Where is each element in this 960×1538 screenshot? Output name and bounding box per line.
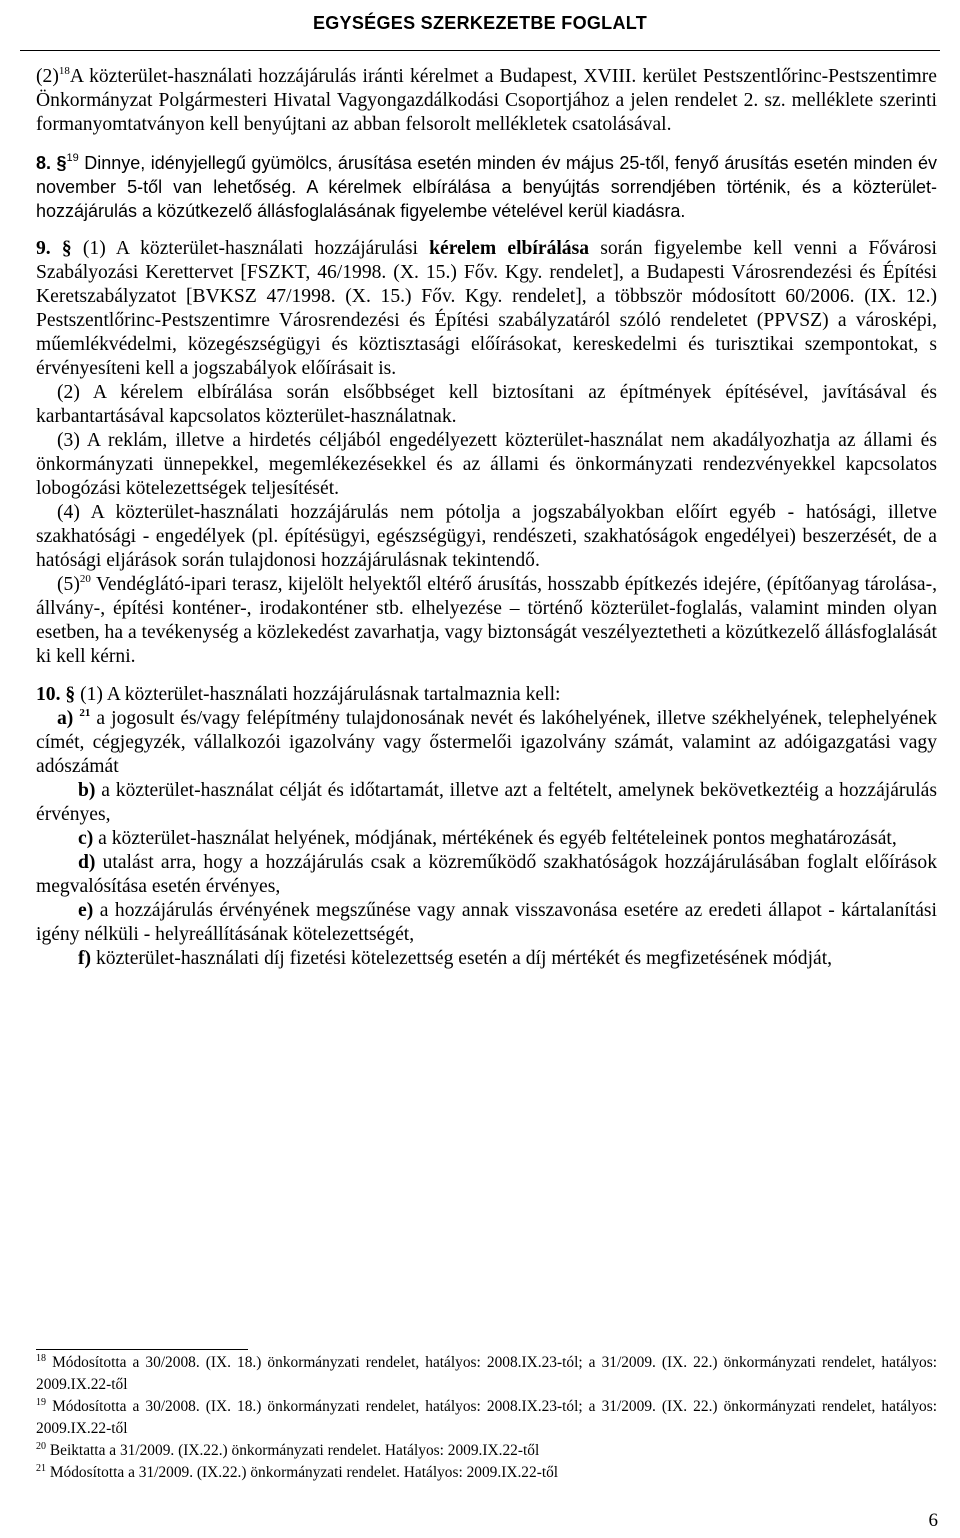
footnote-text: Beiktatta a 31/2009. (IX.22.) önkormányzati rendelet. Hatályos: 2009.IX.22-től (49, 1442, 540, 1459)
section-number: 10. § (36, 684, 76, 705)
section-text: A kérelmek elbírálása a benyújtás sorrendjében történik, és a közterület-hozzájárulás a közútkezelő állásfoglalásának figyelembe vételével kerül kiadásra. (36, 177, 938, 221)
list-label: c) (78, 828, 94, 849)
footnote-text: Módosította a 30/2008. (IX. 18.) önkormányzati rendelet, hatályos: 2008.IX.23-tól; a 31/2009. (IX. 22.) önkormányzati rendelet, hatályos: 2009.IX.22-től (36, 1354, 937, 1393)
footnote (36, 1462, 937, 1484)
footnotes (36, 1352, 937, 1484)
para-mark: (5) (57, 574, 80, 595)
footnote-text: Módosította a 30/2008. (IX. 18.) önkormányzati rendelet, hatályos: 2008.IX.23-tól; a 31/2009. (IX. 22.) önkormányzati rendelet, hatályos: 2009.IX.22-től (36, 1398, 937, 1437)
section-10-para-1 (36, 683, 937, 707)
para-text: során figyelembe kell venni a Fővárosi Szabályozási Kerettervet [FSZKT, 46/1998. (X. 15.) Főv. Kgy. rendelet], a Budapesti Városrendezési és Építési Keretszabályzatot [BVKSZ 47/1998. (X. 15.) Főv. Kgy. rendelet], a többször módosított 60/2006. (IX. 12.) Pestszentlőrinc-Pestszentimre Városrendezési és Építési szabályzatáról szóló rendeletet (PPVSZ) a városképi, műemlékvédelmi, közegészségügyi és köztisztasági előírásokat, kereskedelmi és turisztikai szempontokat, s érvényesíteni kell a jogszabályok előírásait is. (36, 238, 937, 379)
footnote-ref[interactable]: 18 (58, 65, 70, 77)
footnote (36, 1440, 937, 1462)
list-text: közterület-használati díj fizetési kötelezettség esetén a díj mértékét és megfizetésének módját, (95, 948, 833, 969)
list-label: e) (78, 900, 94, 921)
page-header (20, 0, 940, 51)
list-text: utalást arra, hogy a hozzájárulás csak a közreműködő szakhatóságok hozzájárulásában foglalt előírások megvalósítása esetén érvényes, (36, 852, 938, 897)
para-text: (1) A közterület-használati hozzájárulásnak tartalmaznia kell: (80, 684, 561, 705)
list-item-c (36, 827, 937, 851)
paragraph-2 (36, 65, 937, 137)
list-item-a (36, 707, 937, 779)
footnote-ref[interactable]: 21 (79, 707, 91, 719)
footnote-ref[interactable]: 19 (66, 152, 79, 164)
list-item-b (36, 779, 937, 827)
list-label: f) (78, 948, 92, 969)
para-text: (1) A közterület-használati hozzájárulási (82, 238, 418, 259)
list-item-f (36, 947, 937, 971)
section-number: 8. § (36, 153, 67, 173)
para-text: Vendéglátó-ipari terasz, kijelölt helyektől eltérő árusítás, hosszabb építkezés idejére, (építőanyag tárolása-, állvány-, építési konténer-, irodakonténer stb. elhelyezése – történő közterület-foglalás, valamint minden olyan esetben, ha a tevékenység a közlekedést zavarhatja, vagy biztonságát veszélyeztetheti a közútkezelő állásfoglalását ki kell kérni. (36, 574, 938, 667)
footnote-number: 18 (36, 1353, 46, 1364)
bold-phrase: kérelem elbírálása (429, 238, 590, 259)
list-text: a közterület-használat célját és időtartamát, illetve azt a feltételt, amelynek bekövetkeztéig a hozzájárulás érvényes, (36, 780, 937, 825)
section-9-para-2: (2) A kérelem elbírálása során elsőbbséget kell biztosítani az építmények építésével, javításával és karbantartásával kapcsolatos közterület-használatnak. (36, 382, 937, 427)
section-8 (36, 151, 937, 223)
section-9-para-5 (36, 573, 937, 669)
footnote (36, 1396, 937, 1440)
section-9-para-4: (4) A közterület-használati hozzájárulás nem pótolja a jogszabályokban előírt egyéb - hatósági, illetve szakhatósági - engedélyek (pl. építésügyi, egészségügyi, rendészeti, szakhatóságok engedélyei) beszerzését, de a hatósági eljárások során tulajdonosi hozzájárulásnak tekintendő. (36, 502, 937, 571)
para-text: A közterület-használati hozzájárulás iránti kérelmet a Budapest, XVIII. kerület Pestszentlőrinc-Pestszentimre Önkormányzat Polgármesteri Hivatal Vagyongazdálkodási Csoportjához a jelen rendelet 2. sz. melléklete szerinti formanyomtatványon kell benyújtani az abban felsorolt mellékletek csatolásával. (36, 66, 937, 135)
list-text: a jogosult és/vagy felépítmény tulajdonosának nevét és lakóhelyének, illetve székhelyének, telephelyének címét, cégjegyzék, vállalkozói igazolvány vagy őstermelői igazolvány számát, valamint az adóigazgatási vagy adószámát (36, 708, 938, 777)
list-text: a közterület-használat helyének, módjának, mértékének és egyéb feltételeinek pontos meghatározását, (98, 828, 897, 849)
para-mark: (2) (36, 66, 59, 87)
list-text: a hozzájárulás érvényének megszűnése vagy annak visszavonása esetére az eredeti állapot - kártalanítási igény nélküli - helyreállításának kötelezettségét, (36, 900, 937, 945)
list-label: d) (78, 852, 96, 873)
footnote-number: 20 (36, 1441, 46, 1452)
footnote-ref[interactable]: 20 (79, 573, 91, 585)
list-label: a) (57, 708, 74, 729)
document-body (36, 65, 937, 971)
section-9-para-1 (36, 237, 937, 381)
section-number: 9. § (36, 238, 72, 259)
footnote-number: 21 (36, 1463, 46, 1474)
footnote (36, 1352, 937, 1396)
footnote-text: Módosította a 31/2009. (IX.22.) önkormányzati rendelet. Hatályos: 2009.IX.22-től (49, 1464, 559, 1481)
section-9-para-3: (3) A reklám, illetve a hirdetés céljából engedélyezett közterület-használat nem akadályozhatja az állami és önkormányzati ünnepekkel, megemlékezésekkel és az állami és önkormányzati rendezvényekkel kapcsolatos lobogózási kötelezettségek teljesítését. (36, 430, 937, 499)
footnote-divider (36, 1349, 248, 1350)
header-title: EGYSÉGES SZERKEZETBE FOGLALT (312, 13, 648, 33)
section-text: Dinnye, idényjellegű gyümölcs, árusítása esetén minden év május 25-től, fenyő árusítás esetén minden év november 5-től van lehetőség. (36, 153, 937, 197)
list-label: b) (78, 780, 96, 801)
footnote-number: 19 (36, 1397, 46, 1408)
list-item-e (36, 899, 937, 947)
page-number: 6 (928, 1510, 938, 1531)
list-item-d (36, 851, 937, 899)
